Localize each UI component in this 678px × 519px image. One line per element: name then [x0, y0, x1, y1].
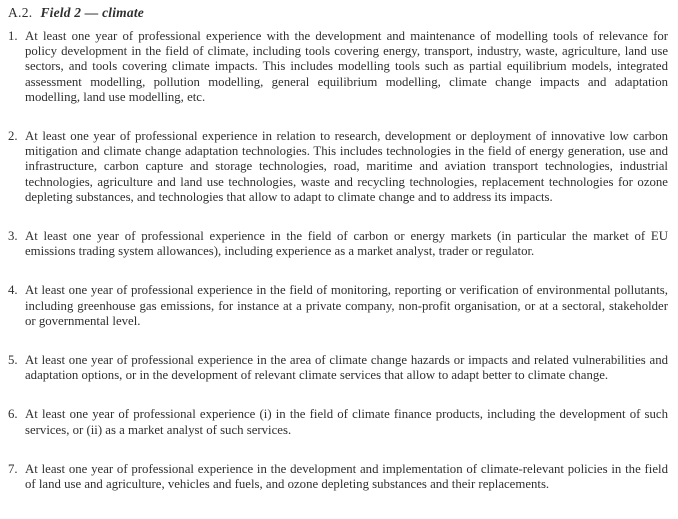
list-item-text: At least one year of professional experience in the field of monitoring, reporting or verification of environmental pollutants, including greenhouse gas emissions, for instance at a private company, non-profit organisation, or at a sectoral, stakeholder or governmental level.	[25, 283, 668, 328]
list-item	[8, 283, 668, 329]
list-item-number: 6.	[8, 407, 18, 422]
section-heading	[8, 4, 668, 21]
list-item	[8, 462, 668, 492]
list-item-text: At least one year of professional experience in the field of carbon or energy markets (in particular the market of EU emissions trading system allowances), including experience as a market analyst, trader or regulator.	[25, 229, 668, 259]
list-item	[8, 29, 668, 105]
list-item	[8, 353, 668, 383]
list-item-number: 1.	[8, 29, 18, 43]
list-item-text: At least one year of professional experience in relation to research, development or deployment of innovative low carbon mitigation and climate change adaptation technologies. This includes technologies in the field of energy generation, use and infrastructure, carbon capture and storage technologies, road, maritime and aviation transport technologies, industrial technologies, agriculture and land use technologies, waste and recycling technologies, replacement technologies for ozone depleting substances, and technologies that allow to adapt to climate change and to address its impacts.	[25, 129, 668, 204]
list-item-number: 4.	[8, 283, 18, 298]
list-item-number: 2.	[8, 129, 18, 144]
list-item	[8, 129, 668, 205]
list-item-number: 5.	[8, 353, 18, 368]
list-item-text: At least one year of professional experience in the area of climate change hazards or impacts and related vulnerabilities and adaptation options, or in the development of relevant climate services that allow to adapt better to climate change.	[25, 353, 668, 383]
list-item-text: At least one year of professional experience in the development and implementation of climate-relevant policies in the field of land use and agriculture, vehicles and fuels, and ozone depleting substances and their replacements.	[25, 461, 668, 492]
section-number: A.2.	[8, 5, 33, 20]
list-item-number: 3.	[8, 229, 18, 244]
list-item	[8, 407, 668, 437]
list-item-text: At least one year of professional experience (i) in the field of climate finance products, including the development of such services, or (ii) as a market analyst of such services.	[25, 407, 668, 437]
list-item-text: At least one year of professional experience with the development and maintenance of modelling tools of relevance for policy development in the field of climate, including tools covering energy, transport, industry, waste, agriculture, land use sectors, and tools covering climate impacts. This includes modelling tools such as partial equilibrium models, integrated assessment modelling, pollution modelling, general equilibrium modelling, climate change impacts and adaptation modelling, land use modelling, etc.	[25, 29, 668, 104]
list-item	[8, 229, 668, 259]
list-item-number: 7.	[8, 461, 18, 476]
section-title: Field 2 — climate	[40, 5, 144, 20]
